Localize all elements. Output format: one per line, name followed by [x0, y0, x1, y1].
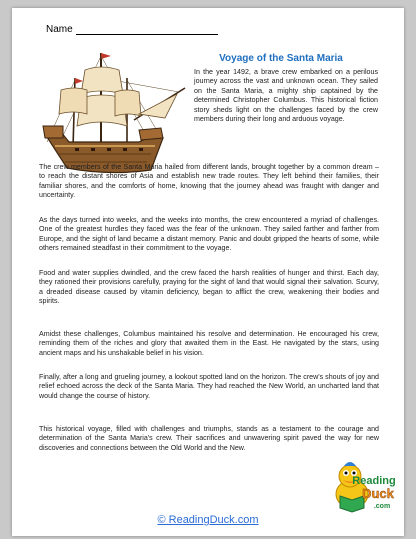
readingduck-logo: [330, 454, 398, 522]
worksheet-title: Voyage of the Santa Maria: [219, 53, 343, 64]
worksheet-page: [12, 8, 404, 536]
story-paragraph-5: Amidst these challenges, Columbus maintained his resolve and determination. He encouraged his crew, reminding them of the riches and glory that awaited them in the East. He navigated by the stars, using ancient maps and his unshakable belief in his vision.: [39, 330, 379, 357]
story-paragraph-3: As the days turned into weeks, and the weeks into months, the crew encountered a myriad of challenges. One of the greatest hurdles they faced was the fear of the unknown. They sailed farther and farther from Europe, and the sight of land became a distant memory. Panic and doubt gripped the hearts of some, while others remained steadfast in their commitment to the voyage.: [39, 216, 379, 253]
story-paragraph-7: This historical voyage, filled with challenges and triumphs, stands as a testament to the courage and determination of the Santa Maria's crew. Their sacrifices and unwavering spirit paved the way for new discoveries and connections between the Old World and the New.: [39, 425, 379, 452]
name-blank-line[interactable]: [76, 25, 218, 35]
name-label: Name: [46, 24, 73, 35]
readingduck-link[interactable]: © ReadingDuck.com: [157, 514, 259, 526]
ship-illustration: [39, 48, 187, 178]
story-paragraph-1: In the year 1492, a brave crew embarked on a perilous journey across the vast and unknown ocean. They sailed on the Santa Maria, a mighty ship captained by the determined Christopher Columbus. This historical fiction story sheds light on the challenges faced by the crew members during their long and arduous voyage.: [194, 68, 378, 124]
name-field[interactable]: [46, 24, 218, 35]
story-paragraph-6: Finally, after a long and grueling journey, a lookout spotted land on the horizon. The crew's shouts of joy and relief echoed across the deck of the Santa Maria. They had reached the New World, an uncharted land that would change the course of history.: [39, 373, 379, 400]
story-paragraph-2: The crew members of the Santa Maria hailed from different lands, brought together by a common dream – to reach the distant shores of Asia and establish new trade routes. They left behind their families, their familiar shores, and the comforts of home, knowing that the journey ahead was fraught with danger and uncertainty.: [39, 163, 379, 200]
logo-word-reading: Reading: [352, 475, 396, 487]
logo-word-duck: Duck: [362, 486, 394, 501]
story-paragraph-4: Food and water supplies dwindled, and the crew faced the harsh realities of hunger and thirst. Each day, they rationed their provisions carefully, praying for the sight of land that would signal their salvation. Scurvy, a dreaded disease caused by vitamin deficiency, began to afflict the crew, weakening their bodies and spirits.: [39, 269, 379, 306]
logo-word-com: .com: [373, 503, 391, 510]
